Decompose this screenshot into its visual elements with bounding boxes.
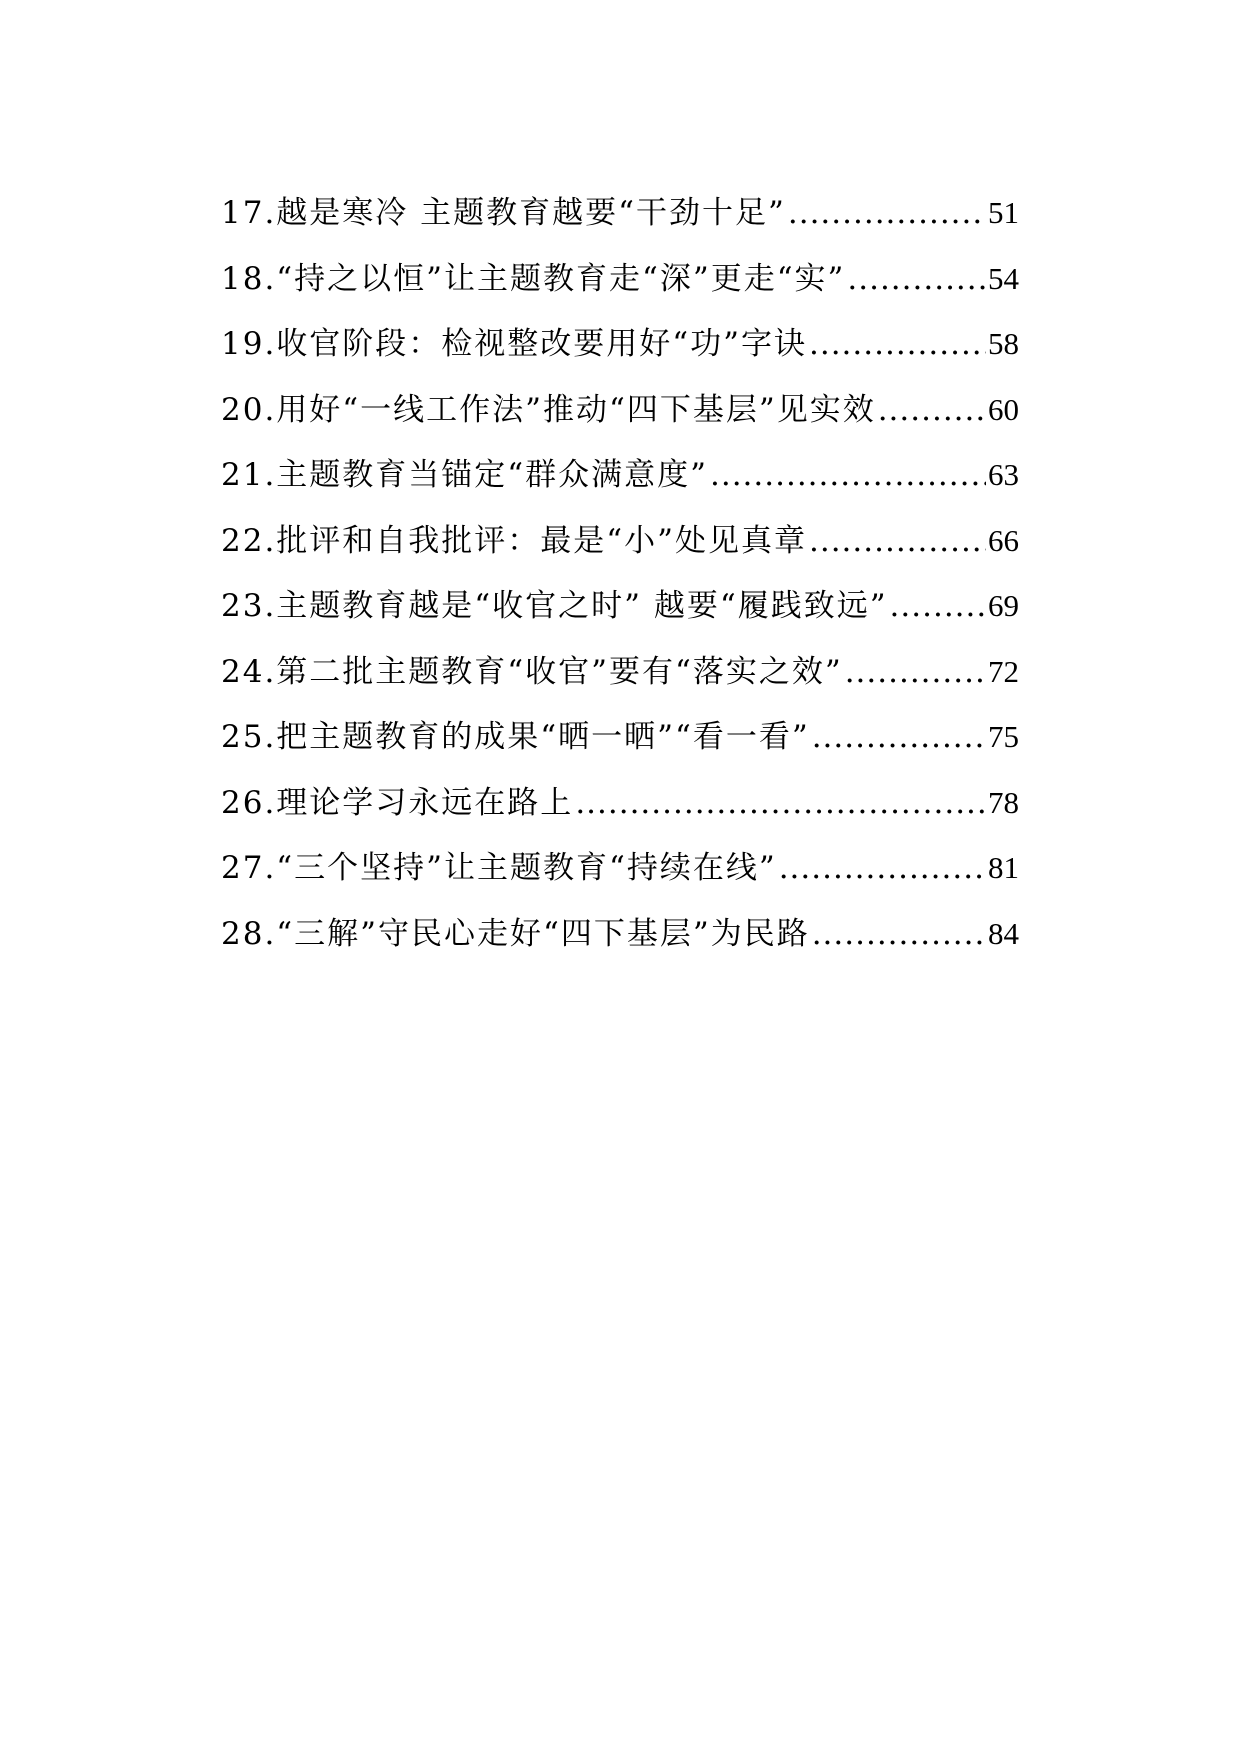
toc-entry-title: 17.越是寒冷 主题教育越要“干劲十足” (221, 195, 786, 231)
toc-dot-leader (809, 312, 986, 377)
toc-entry-title: 25.把主题教育的成果“晒一晒”“看一看” (221, 719, 810, 755)
toc-entry-28[interactable] (221, 901, 1019, 967)
toc-entry-22[interactable] (221, 508, 1019, 574)
toc-entry-25[interactable] (221, 704, 1019, 770)
toc-entry-title: 19.收官阶段：检视整改要用好“功”字诀 (221, 326, 807, 362)
toc-entry-title: 27.“三个坚持”让主题教育“持续在线” (221, 850, 777, 886)
toc-entry-page: 81 (988, 850, 1019, 885)
toc-entry-title: 26.理论学习永远在路上 (221, 784, 574, 821)
toc-entry-title: 21.主题教育当锚定“群众满意度” (221, 457, 708, 493)
toc-entry-page: 72 (988, 653, 1019, 689)
toc-entry-page: 78 (988, 784, 1019, 820)
toc-dot-leader (788, 181, 986, 246)
toc-entry-title: 22.批评和自我批评：最是“小”处见真章 (221, 522, 807, 559)
toc-dot-leader (812, 902, 986, 967)
toc-entry-page: 69 (988, 588, 1019, 623)
table-of-contents (221, 180, 1019, 966)
toc-entry-27[interactable] (221, 835, 1019, 901)
toc-dot-leader (575, 771, 986, 836)
toc-entry-title: 28.“三解”守民心走好“四下基层”为民路 (221, 915, 810, 952)
toc-entry-title: 23.主题教育越是“收官之时” 越要“履践致远” (221, 588, 888, 624)
toc-entry-page: 60 (988, 391, 1019, 427)
toc-entry-title: 20.用好“一线工作法”推动“四下基层”见实效 (221, 391, 876, 428)
toc-entry-title: 24.第二批主题教育“收官”要有“落实之效” (221, 653, 843, 690)
toc-entry-page: 51 (988, 195, 1019, 230)
toc-entry-24[interactable] (221, 639, 1019, 705)
toc-entry-23[interactable] (221, 573, 1019, 639)
toc-dot-leader (847, 247, 986, 312)
toc-entry-21[interactable] (221, 442, 1019, 508)
toc-dot-leader (812, 705, 986, 770)
toc-entry-20[interactable] (221, 377, 1019, 443)
toc-entry-page: 54 (988, 260, 1019, 296)
toc-dot-leader (845, 640, 986, 705)
toc-dot-leader (878, 378, 986, 443)
toc-entry-18[interactable] (221, 246, 1019, 312)
toc-entry-17[interactable] (221, 180, 1019, 246)
toc-entry-26[interactable] (221, 770, 1019, 836)
toc-dot-leader (809, 509, 986, 574)
toc-entry-page: 66 (988, 522, 1019, 558)
toc-entry-page: 84 (988, 915, 1019, 951)
toc-entry-title: 18.“持之以恒”让主题教育走“深”更走“实” (221, 260, 846, 297)
toc-dot-leader (890, 574, 986, 639)
toc-entry-page: 63 (988, 457, 1019, 492)
toc-entry-page: 75 (988, 719, 1019, 754)
toc-entry-page: 58 (988, 326, 1019, 361)
toc-entry-19[interactable] (221, 311, 1019, 377)
toc-dot-leader (710, 443, 986, 508)
toc-dot-leader (779, 836, 986, 901)
